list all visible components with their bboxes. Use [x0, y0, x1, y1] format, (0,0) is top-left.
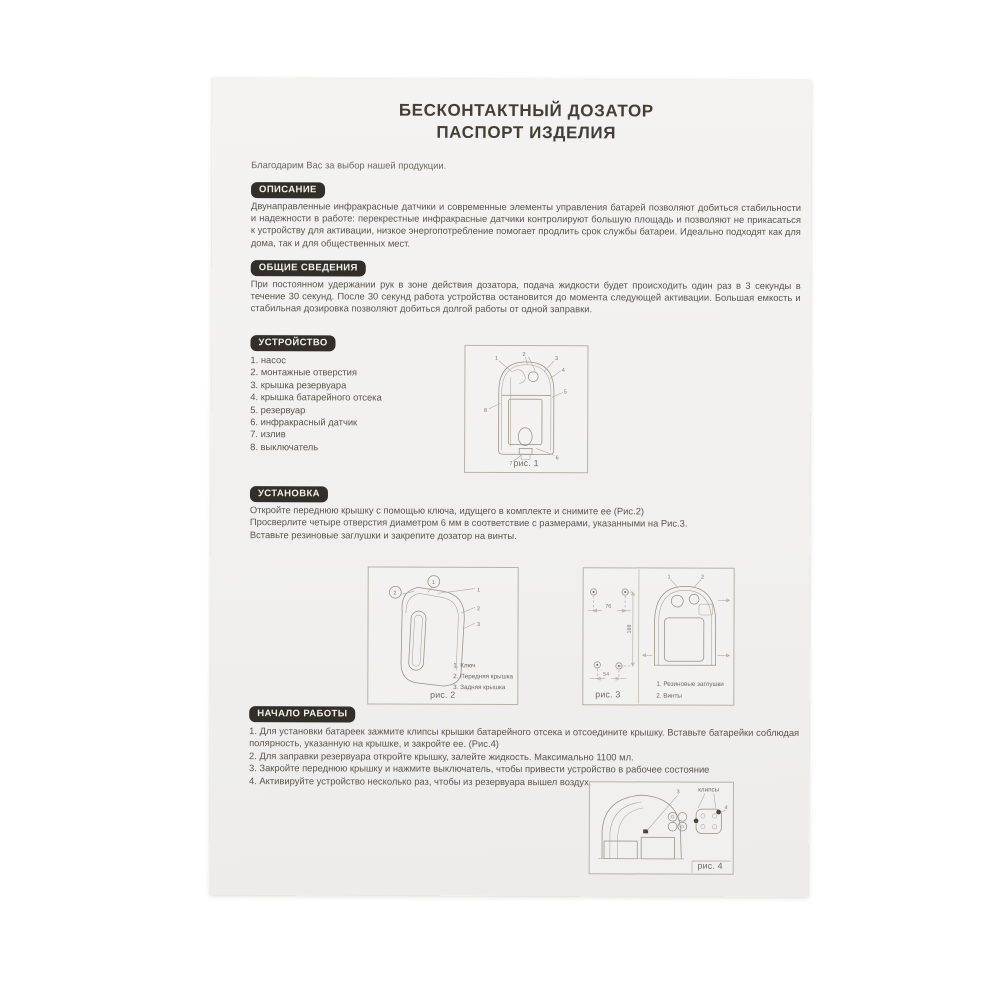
list-item: 3. крышка резервуара: [250, 378, 347, 391]
figure-caption: рис. 4: [697, 860, 723, 871]
figure-caption: рис. 1: [513, 458, 539, 469]
callout-label: 2: [522, 351, 526, 358]
list-item: 2. монтажные отверстия: [250, 366, 357, 378]
section-heading-device: УСТРОЙСТВО: [250, 335, 335, 351]
dimension-label-height: 188: [626, 624, 633, 634]
callout-circled: 1: [431, 579, 435, 586]
device-parts-list: [250, 354, 480, 454]
step-line: 2. Для заправки резервуара откройте крышку, залейте жидкость. Максимально 1100 мл.: [249, 749, 634, 763]
page-subtitle: ПАСПОРТ ИЗДЕЛИЯ: [436, 122, 617, 143]
callout-label: 5: [563, 389, 567, 396]
step-line: 1. Для установки батареек зажмите клипсы крышки батарейного отсека и отсоедините крышку. Вставьте батарейки соблюдая полярность, указанную на крышке, и закройте ее. (Рис.4): [249, 725, 800, 750]
list-item: 5. резервуар: [250, 403, 306, 415]
general-paragraph: При постоянном удержании рук в зоне действия дозатора, подача жидкости будет происходить один раз в 3 секунды в течение 30 секунд. После 30 секунд работа устройства остановится до момента следующей активации. Большая емкость и стабильная дозировка позволяют добиться долгой работы от одной заправки.: [250, 278, 801, 315]
instruction-line: Откройте переднюю крышку с помощью ключа, идущего в комплекте и снимите ее (Рис.2): [249, 504, 645, 517]
callout-label: 3: [554, 355, 559, 362]
callout-label: 1: [494, 355, 499, 362]
section-heading-startup: НАЧАЛО РАБОТЫ: [249, 706, 355, 722]
callout-label: 4: [724, 805, 728, 812]
callout-label: 6: [555, 455, 559, 462]
figure-3: [582, 567, 734, 706]
callout-label: 1: [667, 574, 671, 581]
legend-line: 2. Винты: [656, 692, 682, 700]
legend-line: 3. Задняя крышка: [453, 684, 506, 692]
section-heading-description: ОПИСАНИЕ: [251, 182, 325, 198]
dimension-label-bottom: 54: [603, 671, 610, 678]
figure-4: [589, 781, 734, 875]
callout-label: 7: [509, 461, 513, 468]
callout-label: 3: [676, 789, 680, 796]
page-title: БЕСКОНТАКТНЫЙ ДОЗАТОР: [398, 100, 654, 121]
figure-1: [464, 345, 588, 473]
section-heading-installation: УСТАНОВКА: [250, 486, 328, 502]
callout-label: 8: [483, 407, 488, 414]
figure-2: [367, 567, 518, 706]
instruction-line: Просверлите четыре отверстия диаметром 6 мм в соответствие с размерами, указанными на Рис.3.: [249, 516, 688, 530]
callout-label: 3: [477, 622, 481, 629]
figure-caption: рис. 2: [430, 689, 456, 700]
dispenser-cutaway-drawing: [465, 346, 587, 472]
dimension-label-width: 76: [605, 603, 612, 610]
list-item: 8. выключатель: [250, 440, 319, 453]
callout-label: 2: [701, 574, 705, 581]
list-item: 1. насос: [250, 354, 286, 366]
section-heading-general: ОБЩИЕ СВЕДЕНИЯ: [251, 260, 366, 276]
clips-label: клипсы: [698, 786, 720, 794]
list-item: 4. крышка батарейного отсека: [250, 391, 382, 403]
step-line: 4. Активируйте устройство несколько раз, чтобы из резервуара вышел воздух.: [248, 774, 592, 787]
callout-circled: 2: [393, 590, 397, 597]
callout-label: 4: [561, 367, 565, 374]
intro-text: Благодарим Вас за выбор нашей продукции.: [251, 159, 447, 171]
legend-line: 1. Резиновые заглушки: [656, 680, 724, 689]
manual-sheet: [210, 78, 812, 897]
mounting-dimensions-drawing: [583, 568, 733, 705]
legend-line: 2. Передняя крышка: [453, 673, 514, 681]
step-line: 3. Закройте переднюю крышку и нажмите выключатель, чтобы привести устройство в рабочее состояние: [249, 762, 710, 775]
installation-instructions: [250, 504, 800, 543]
startup-steps: [249, 725, 799, 789]
instruction-line: Вставьте резиновые заглушки и закрепите дозатор на винты.: [249, 528, 517, 541]
front-cover-key-drawing: [368, 568, 517, 705]
list-item: 7. излив: [250, 428, 286, 440]
callout-label: 2: [477, 606, 481, 613]
legend-line: 1. Ключ: [453, 662, 476, 670]
list-item: 6. инфракрасный датчик: [250, 416, 358, 428]
callout-label: 1: [477, 587, 481, 594]
figure-caption: рис. 3: [595, 689, 621, 700]
description-paragraph: Двунаправленные инфракрасные датчики и современные элементы управления батарей позволяют добиться стабильности и надежности в работе: перекрестные инфракрасные датчики контролируют большую площадь и позволяют не прикасаться к устройству для активации, низкое энергопотребление помогает продлить срок службы батареи. Идеально подходят как для дома, так и для общественных мест.: [250, 200, 801, 249]
